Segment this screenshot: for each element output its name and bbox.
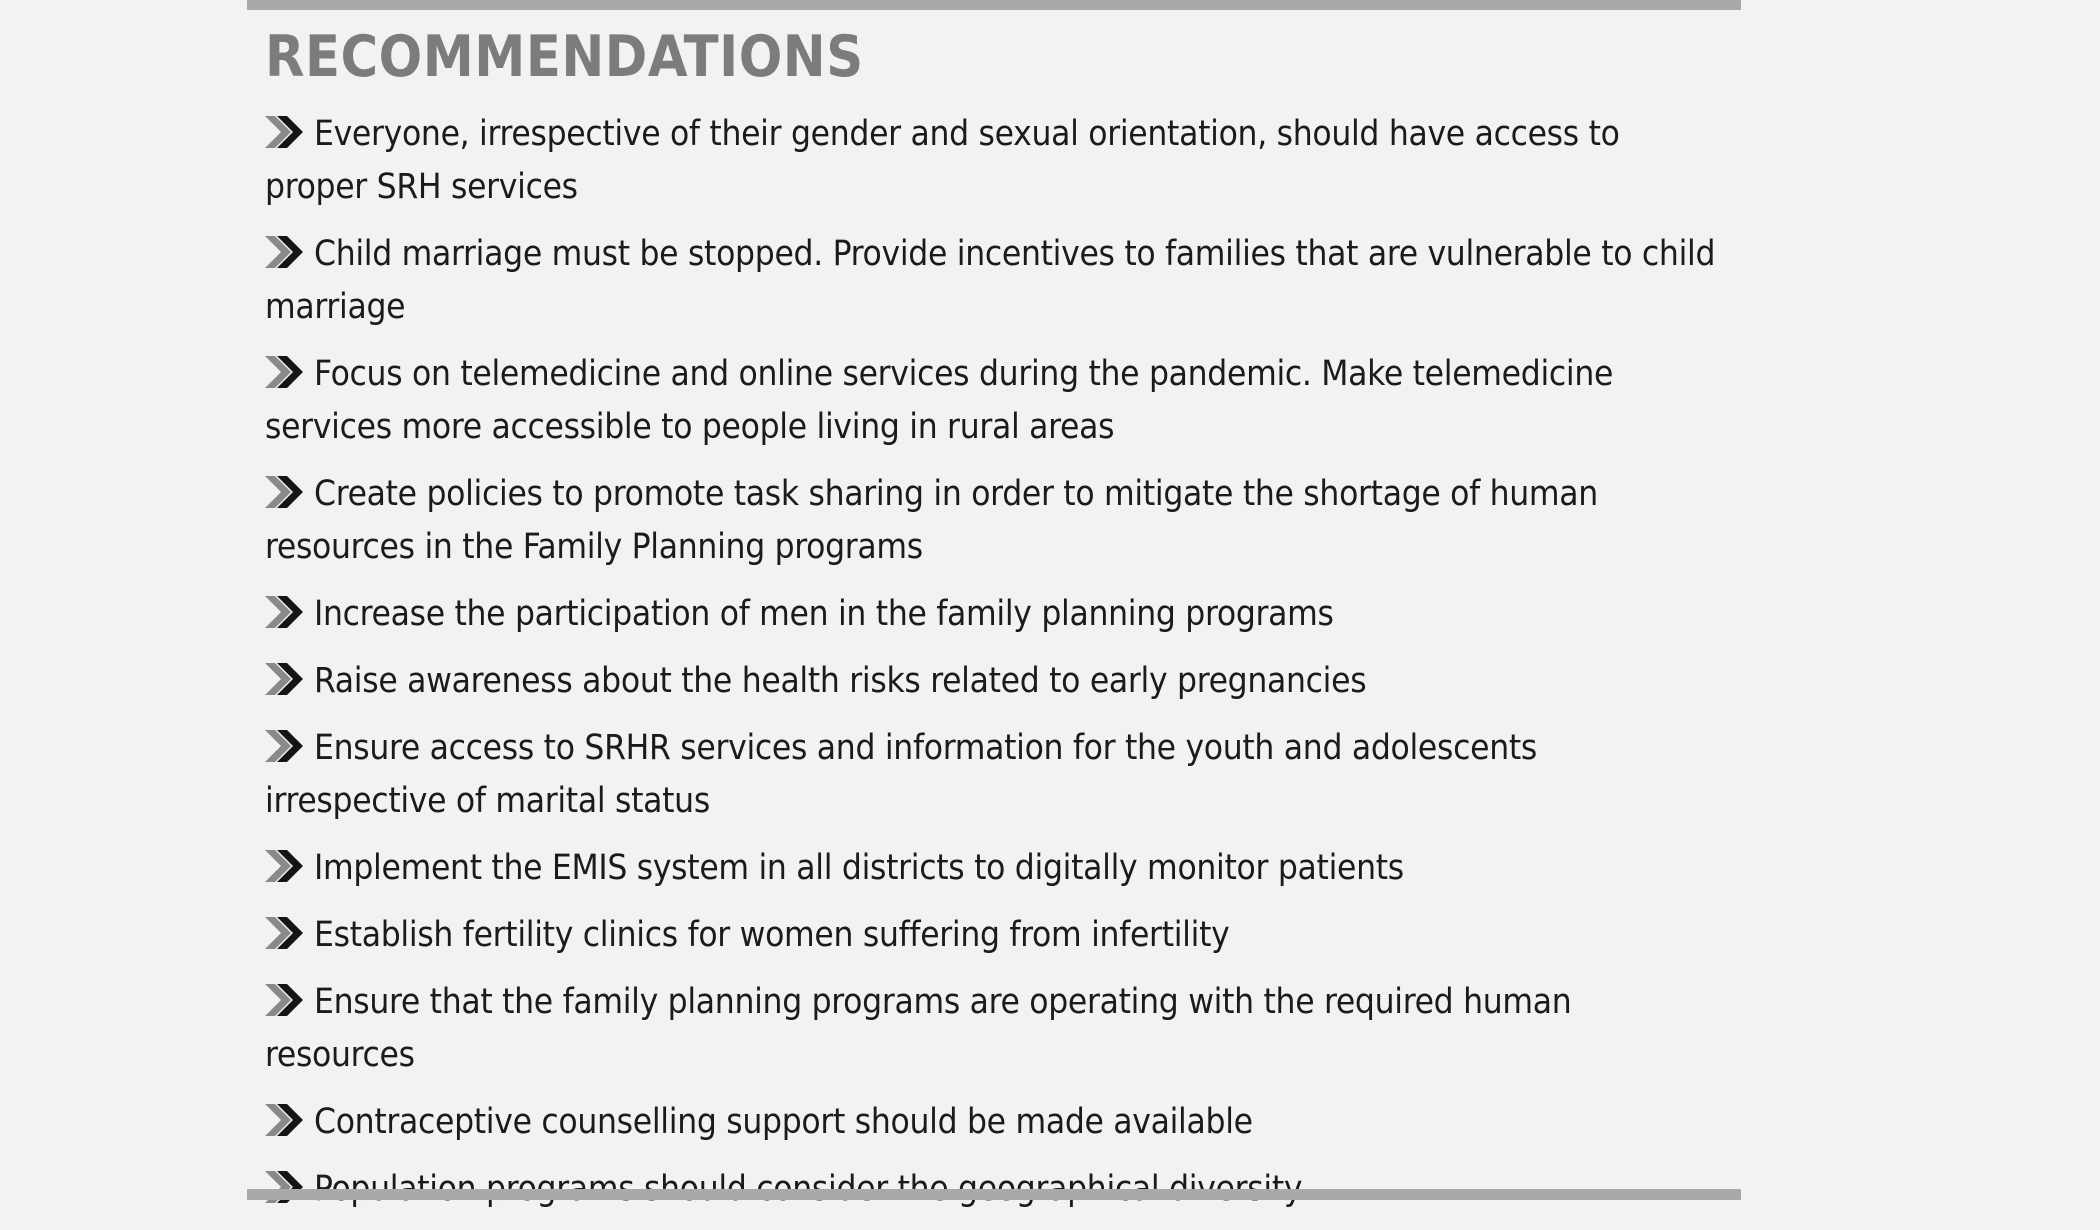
recommendation-text: Focus on telemedicine and online services during the pandemic. Make telemedicine services more accessible to people living in rural areas xyxy=(265,354,1614,447)
recommendation-text: Ensure access to SRHR services and information for the youth and adolescents irrespective of marital status xyxy=(265,728,1538,821)
bottom-divider-rule xyxy=(247,1189,1741,1200)
recommendation-item xyxy=(265,468,1723,574)
recommendation-text: Establish fertility clinics for women suffering from infertility xyxy=(314,915,1230,955)
recommendations-section xyxy=(265,26,1723,1230)
recommendation-text: Contraceptive counselling support should be made available xyxy=(314,1102,1253,1142)
recommendation-item xyxy=(265,842,1723,895)
recommendation-item xyxy=(265,722,1723,828)
double-chevron-right-icon xyxy=(265,236,305,268)
recommendation-item xyxy=(265,655,1723,708)
recommendation-text: Increase the participation of men in the family planning programs xyxy=(314,594,1334,634)
recommendation-text: Ensure that the family planning programs are operating with the required human resources xyxy=(265,982,1572,1075)
recommendation-item xyxy=(265,1096,1723,1149)
top-divider-rule xyxy=(247,0,1741,10)
double-chevron-right-icon xyxy=(265,596,305,628)
double-chevron-right-icon xyxy=(265,116,305,148)
recommendation-item xyxy=(265,909,1723,962)
double-chevron-right-icon xyxy=(265,984,305,1016)
recommendation-item xyxy=(265,588,1723,641)
recommendation-text: Create policies to promote task sharing in order to mitigate the shortage of human resources in the Family Planning programs xyxy=(265,474,1598,567)
double-chevron-right-icon xyxy=(265,476,305,508)
recommendation-item xyxy=(265,348,1723,454)
recommendation-item xyxy=(265,108,1723,214)
recommendation-text: Child marriage must be stopped. Provide incentives to families that are vulnerable to child marriage xyxy=(265,234,1716,327)
double-chevron-right-icon xyxy=(265,730,305,762)
double-chevron-right-icon xyxy=(265,1104,305,1136)
recommendation-text: Implement the EMIS system in all districts to digitally monitor patients xyxy=(314,848,1404,888)
page-title: RECOMMENDATIONS xyxy=(265,24,864,90)
double-chevron-right-icon xyxy=(265,917,305,949)
recommendation-item xyxy=(265,228,1723,334)
double-chevron-right-icon xyxy=(265,663,305,695)
recommendations-list xyxy=(265,108,1723,1216)
recommendation-item xyxy=(265,976,1723,1082)
recommendation-text: Everyone, irrespective of their gender and sexual orientation, should have access to proper SRH services xyxy=(265,114,1620,207)
double-chevron-right-icon xyxy=(265,356,305,388)
double-chevron-right-icon xyxy=(265,850,305,882)
recommendation-text: Raise awareness about the health risks related to early pregnancies xyxy=(314,661,1367,701)
